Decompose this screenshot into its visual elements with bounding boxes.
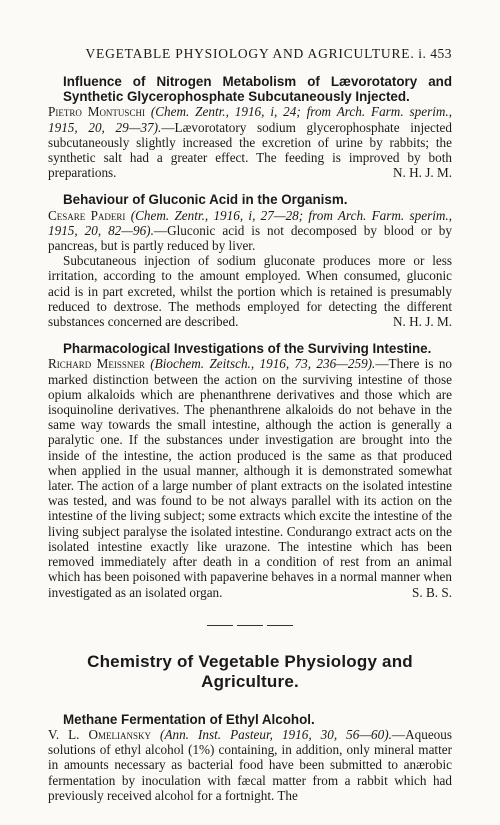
divider-rule	[267, 625, 293, 626]
abstract-citation: (Chem. Zentr., 1916, i, 27—28; from Arch. Farm. sperim., 1915, 20, 82—96).	[48, 207, 453, 238]
abstract-text: —There is no marked distinction between the action on the surviving intestine of those opium alkaloids which are phenanthrene derivatives and those which are isoquinoline derivatives. The phenanthrene alkaloids do not behave in the same way towards the small intestine, although the action is generally a paralytic one. If the substances under investigation are brought into the inside of the intestine, the action produced is the same as that produced when applied in the usual manner, although it is demonstrated somewhat later. The action of a large number of plant extracts on the isolated intestine was tested, and was found to be not always parallel with its action on the intestine of the living subject; some extracts which excite the intestine of the living subject paralyse the isolated intestine. Condurango extract acts on the isolated intestine exactly like urazone. The intestine which has been removed immediately after death in a condition of rest from an animal which has been poisoned with papaverine behaves in a normal manner when investigated as an isolated organ.	[48, 356, 453, 600]
running-head	[48, 46, 452, 62]
divider-rule	[207, 625, 233, 626]
abstract-body	[48, 104, 452, 180]
abstract-citation: (Ann. Inst. Pasteur, 1916, 30, 56—60).	[160, 726, 392, 742]
abstract-body	[48, 356, 452, 599]
abstract-title: Pharmacological Investigations of the Surviving Intestine.	[63, 341, 432, 357]
abstract-text: —Gluconic acid is not decomposed by blood or by pancreas, but is partly reduced by liver.	[48, 222, 452, 254]
page-number: i. 453	[418, 46, 452, 61]
abstract-title: Methane Fermentation of Ethyl Alcohol.	[63, 711, 315, 727]
abstract-paragraph	[48, 253, 452, 329]
abstract-body	[48, 208, 452, 254]
abstract-citation: (Chem. Zentr., 1916, i, 24; from Arch. Farm. sperim., 1915, 20, 29—37).	[48, 104, 453, 135]
abstract-title: Influence of Nitrogen Metabolism of Lævorotatory and Synthetic Glycerophosphate Subcutaneously Injected.	[63, 74, 452, 105]
abstract-citation: (Biochem. Zeitsch., 1916, 73, 236—259).	[150, 356, 376, 372]
abstract-author: Richard Meissner	[48, 356, 145, 372]
abstract-text: —Aqueous solutions of ethyl alcohol (1%) containing, in addition, only mineral matter in amounts necessary as bacterial food have been submitted to anærobic fermentation by inoculation with fæcal matter from a rabbit which had previously received alcohol for a fortnight. The	[48, 726, 452, 803]
abstract-signature: N. H. J. M.	[393, 314, 452, 330]
abstract-author: Pietro Montuschi	[48, 104, 145, 120]
abstract-body	[48, 727, 452, 803]
abstract-title: Behaviour of Gluconic Acid in the Organism.	[63, 192, 348, 208]
abstract-signature: S. B. S.	[412, 584, 452, 600]
abstract-text: Subcutaneous injection of sodium gluconate produces more or less irritation, according to the amount employed. When consumed, gluconic acid is in part excreted, whilst the portion which is retained is presumably reduced to dextrose. The methods employed for detecting the different substances concerned are described.	[48, 253, 452, 330]
abstract-surviving-intestine	[48, 341, 452, 599]
abstract-signature: N. H. J. M.	[393, 165, 452, 181]
section-heading: Chemistry of Vegetable Physiology and Agriculture.	[87, 651, 413, 691]
abstract-text: —Lævorotatory sodium glycerophosphate injected subcutaneously slightly increased the excretion of urine by rabbits; the synthetic salt had a greater effect. The feeding is improved by both preparations.	[48, 119, 452, 181]
section-divider	[48, 616, 452, 628]
divider-rule	[237, 625, 263, 626]
abstract-author: Cesare Paderi	[48, 207, 126, 223]
running-head-title: VEGETABLE PHYSIOLOGY AND AGRICULTURE.	[85, 46, 415, 61]
abstract-nitrogen-metabolism	[48, 74, 452, 180]
abstract-author: V. L. Omeliansky	[48, 726, 152, 742]
abstract-methane-fermentation	[48, 712, 452, 803]
abstract-gluconic-acid	[48, 192, 452, 329]
page-content	[48, 74, 452, 815]
